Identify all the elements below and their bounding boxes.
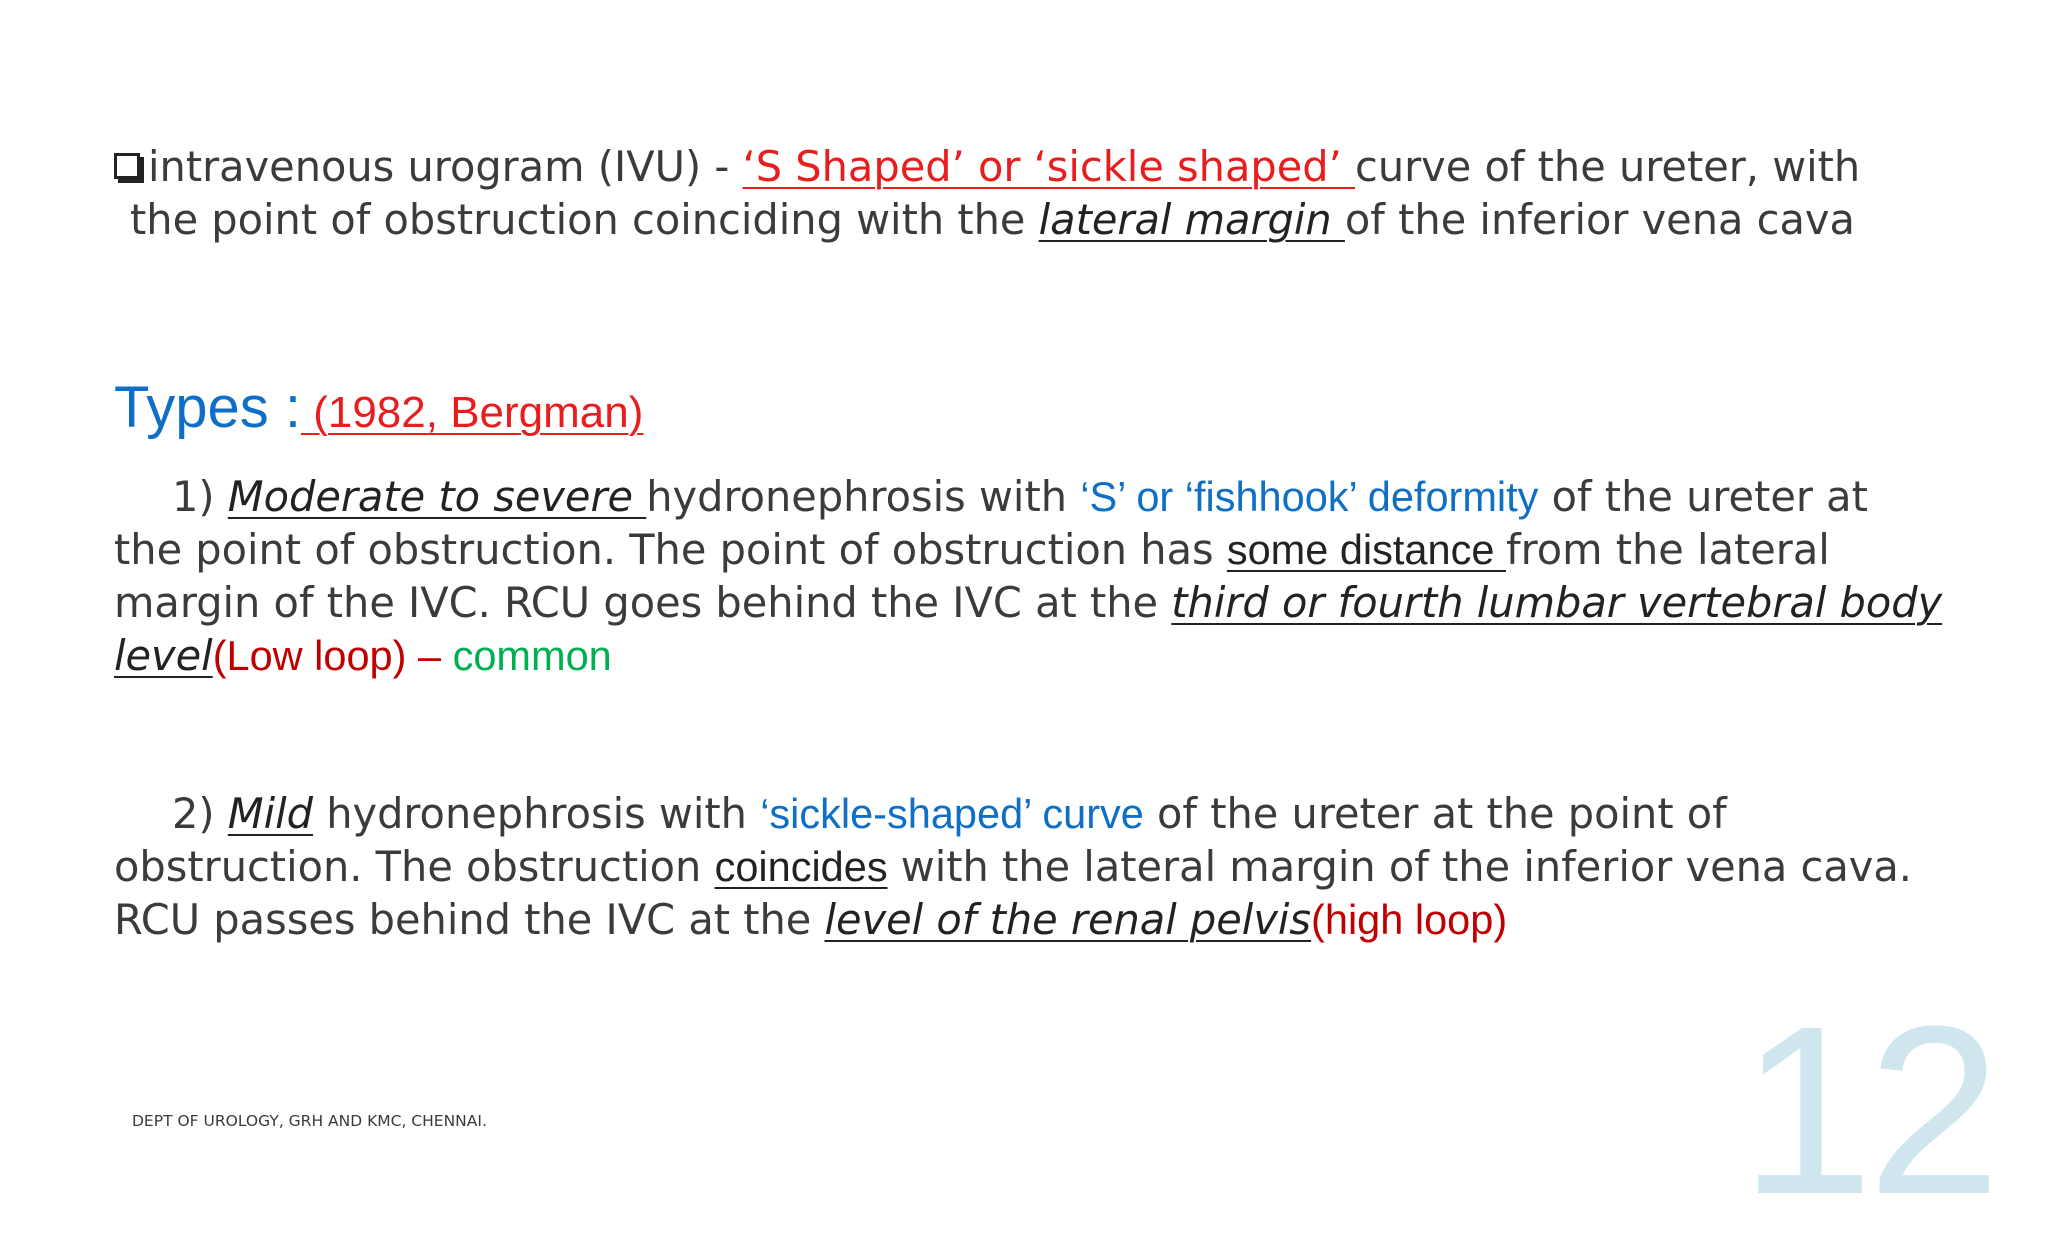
types-reference: (1982, Bergman) [300, 388, 644, 437]
checkbox-bullet-icon [114, 153, 140, 179]
type-1-frequency: common [452, 632, 612, 679]
ivu-text-1: intravenous urogram (IVU) - [148, 142, 743, 191]
type-2-text-2: of the ureter at the point of obstruction. The obstruction [114, 789, 1727, 891]
ivu-text-4: of the inferior vena cava [1344, 195, 1855, 244]
type-1-distance: some distance [1226, 526, 1506, 573]
type-1-level: third or fourth lumbar vertebral body level [114, 578, 1943, 680]
type-2-number: 2) [172, 789, 228, 838]
ivu-lateral-margin-term: lateral margin [1038, 195, 1345, 244]
slide-number: 12 [1740, 976, 1995, 1244]
type-1-deformity: ‘S’ or ‘fishhook’ deformity [1080, 473, 1539, 520]
type-1-loop: (Low loop) – [212, 632, 453, 679]
ivu-line-1 [114, 140, 1944, 193]
type-1-paragraph [114, 470, 1944, 682]
type-1-text-3: from the lateral margin of the IVC. RCU goes behind the IVC at the [114, 525, 1830, 627]
ivu-line-2 [114, 193, 1944, 246]
ivu-shape-term: ‘S Shaped’ or ‘sickle shaped’ [742, 142, 1355, 191]
type-2-loop: (high loop) [1311, 896, 1508, 943]
slide-footer: DEPT OF UROLOGY, GRH AND KMC, CHENNAI. [132, 1112, 487, 1130]
type-2-text-1: hydronephrosis with [313, 789, 761, 838]
type-2-paragraph [114, 787, 1944, 946]
types-heading [114, 372, 643, 448]
type-2-severity: Mild [227, 789, 314, 838]
ivu-text-2: curve of the ureter, with [1355, 142, 1861, 191]
type-2-curve: ‘sickle-shaped’ curve [760, 790, 1144, 837]
types-label: Types : [114, 375, 301, 440]
type-1-severity: Moderate to severe [227, 472, 647, 521]
type-1-number: 1) [172, 472, 228, 521]
type-1-text-1: hydronephrosis with [646, 472, 1081, 521]
ivu-paragraph [114, 140, 1944, 246]
type-2-text-3: with the lateral margin of the inferior vena cava. RCU passes behind the IVC at the [114, 842, 1912, 944]
type-2-coincides: coincides [714, 843, 888, 890]
ivu-text-3: the point of obstruction coinciding with the [130, 195, 1039, 244]
type-2-level: level of the renal pelvis [824, 895, 1312, 944]
type-1-text-2: of the ureter at the point of obstruction. The point of obstruction has [114, 472, 1868, 574]
